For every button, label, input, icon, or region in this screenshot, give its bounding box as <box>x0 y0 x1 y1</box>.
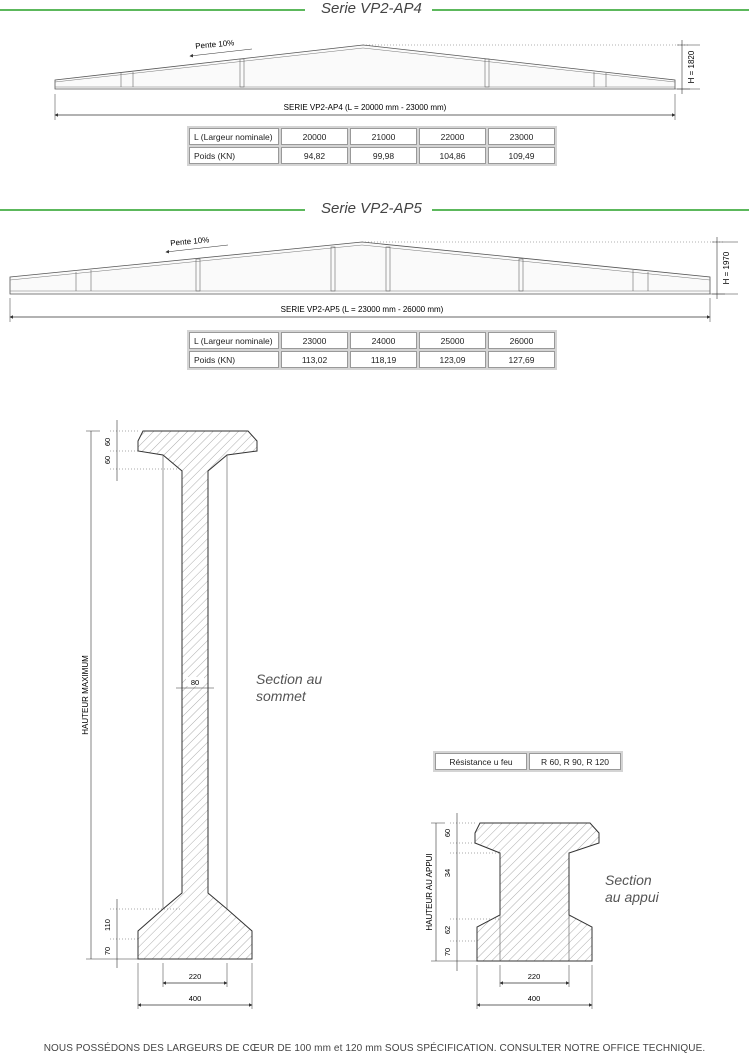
table-cell: 109,49 <box>488 147 555 164</box>
span-label: SERIE VP2-AP4 (L = 20000 mm - 23000 mm) <box>283 103 447 112</box>
table-cell: 22000 <box>419 128 486 145</box>
serie-ap5-header <box>0 200 749 220</box>
height-support-label: HAUTEUR AU APPUI <box>425 853 434 931</box>
table-cell: 21000 <box>350 128 417 145</box>
section-top-drawing <box>0 415 300 1035</box>
dim-web: 80 <box>190 678 200 687</box>
fire-value: R 60, R 90, R 120 <box>529 753 621 770</box>
dim-top-b: 60 <box>103 455 112 465</box>
dim-d: 70 <box>443 947 452 957</box>
table-cell: 113,02 <box>281 351 348 368</box>
dim-width: 400 <box>188 994 202 1003</box>
slope-label: Pente 10% <box>194 38 235 51</box>
label-line: Section <box>605 872 652 888</box>
divider-line <box>0 209 305 211</box>
row-label: L (Largeur nominale) <box>189 332 279 349</box>
divider-line <box>432 9 749 11</box>
serie-ap5-table <box>187 330 557 370</box>
table-cell: 26000 <box>488 332 555 349</box>
table-row <box>189 351 555 368</box>
serie-ap5-title: Serie VP2-AP5 <box>321 200 422 217</box>
slope-label: Pente 10% <box>169 235 210 248</box>
table-row <box>189 332 555 349</box>
table-cell: 127,69 <box>488 351 555 368</box>
row-label: L (Largeur nominale) <box>189 128 279 145</box>
divider-line <box>432 209 749 211</box>
dim-bot-a: 110 <box>103 919 112 931</box>
table-row <box>189 147 555 164</box>
table-cell: 94,82 <box>281 147 348 164</box>
dim-a: 60 <box>443 828 452 838</box>
table-cell: 20000 <box>281 128 348 145</box>
section-top-label <box>256 671 322 705</box>
section-support-label <box>605 872 659 906</box>
fire-resistance-table <box>433 751 623 772</box>
section-support-drawing <box>410 813 730 1033</box>
label-line: sommet <box>256 688 306 704</box>
table-cell: 25000 <box>419 332 486 349</box>
table-cell: 24000 <box>350 332 417 349</box>
dim-core: 220 <box>188 972 202 981</box>
dim-bot-b: 70 <box>103 946 112 956</box>
table-cell: 99,98 <box>350 147 417 164</box>
table-row <box>435 753 621 770</box>
table-cell: 123,09 <box>419 351 486 368</box>
beam-ap5-elevation <box>0 228 749 338</box>
divider-line <box>0 9 305 11</box>
span-label: SERIE VP2-AP5 (L = 23000 mm - 26000 mm) <box>280 305 444 314</box>
table-cell: 23000 <box>488 128 555 145</box>
table-cell: 23000 <box>281 332 348 349</box>
row-label: Poids (KN) <box>189 351 279 368</box>
table-row <box>189 128 555 145</box>
label-line: au appui <box>605 889 659 905</box>
dim-width: 400 <box>527 994 541 1003</box>
serie-ap4-header <box>0 0 749 20</box>
fire-label: Résistance u feu <box>435 753 527 770</box>
serie-ap4-table <box>187 126 557 166</box>
row-label: Poids (KN) <box>189 147 279 164</box>
table-cell: 118,19 <box>350 351 417 368</box>
label-line: Section au <box>256 671 323 687</box>
dim-core: 220 <box>527 972 541 981</box>
serie-ap4-title: Serie VP2-AP4 <box>321 0 422 17</box>
table-cell: 104,86 <box>419 147 486 164</box>
footer-note: NOUS POSSÉDONS DES LARGEURS DE CŒUR DE 100 mm et 120 mm SOUS SPÉCIFICATION. CONSULTER NOTRE OFFICE TECHNIQUE. <box>43 1043 706 1054</box>
height-label: H = 1970 <box>722 251 731 285</box>
height-label: H = 1820 <box>687 50 696 84</box>
dim-top-a: 60 <box>103 437 112 447</box>
height-maximum-label: HAUTEUR MAXIMUM <box>81 655 90 735</box>
dim-c: 62 <box>443 925 452 935</box>
dim-b: 34 <box>443 868 452 878</box>
